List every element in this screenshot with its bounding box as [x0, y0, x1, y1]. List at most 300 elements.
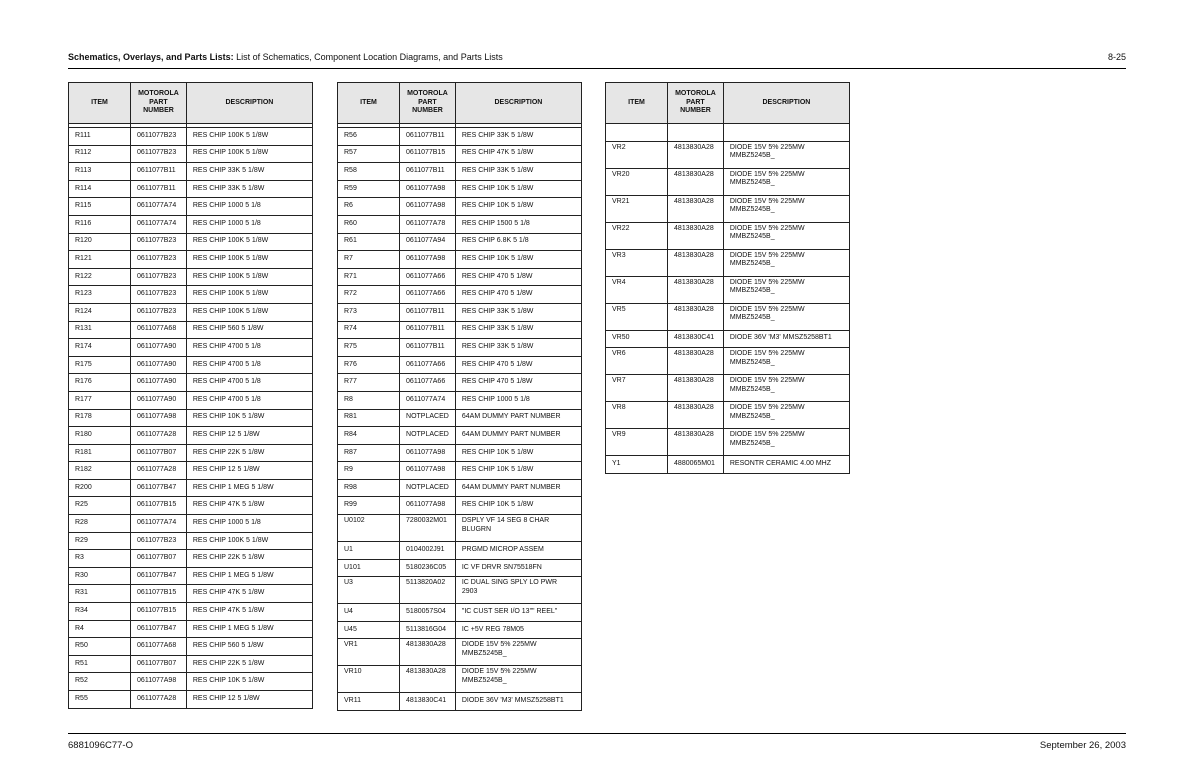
item-cell: R73: [338, 303, 400, 321]
description-line: IC +5V REG 78M05: [461, 625, 524, 633]
table-row: [338, 427, 582, 445]
description-line: DIODE 15V 5% 225MW: [729, 143, 805, 151]
part-number-cell: 0611077B23: [131, 233, 187, 251]
item-cell: R76: [338, 356, 400, 374]
part-number-cell: 0611077B11: [400, 339, 456, 357]
description-line: RES CHIP 22K 5 1/8W: [192, 448, 265, 456]
description-cell: [455, 374, 581, 392]
item-cell: R77: [338, 374, 400, 392]
description-cell: [186, 638, 312, 656]
description-cell: [455, 251, 581, 269]
description-cell: [186, 303, 312, 321]
table-row: [338, 374, 582, 392]
description-cell: [455, 559, 581, 577]
description-line: RES CHIP 4700 5 1/8: [192, 378, 261, 386]
header-part-line: NUMBER: [412, 107, 443, 115]
part-number-cell: 0611077B23: [131, 268, 187, 286]
item-cell: U4: [338, 604, 400, 622]
table-row: [69, 128, 313, 146]
item-cell: R182: [69, 462, 131, 480]
table-header-row: [69, 83, 313, 124]
page-header: [68, 51, 1126, 67]
description-line: DIODE 15V 5% 225MW: [729, 431, 805, 439]
part-number-cell: 0611077B23: [131, 303, 187, 321]
table-row: [69, 462, 313, 480]
part-number-cell: 0611077B47: [131, 567, 187, 585]
part-number-cell: 0611077B11: [131, 163, 187, 181]
item-cell: VR11: [338, 693, 400, 711]
part-number-cell: 0611077B15: [131, 497, 187, 515]
table-row: [69, 180, 313, 198]
description-line-2: MMBZ5245B_: [729, 358, 775, 366]
table-row: [338, 479, 582, 497]
item-cell: R180: [69, 427, 131, 445]
table-row: [338, 515, 582, 542]
item-cell: VR20: [606, 168, 668, 195]
item-cell: R174: [69, 339, 131, 357]
header-part-line: MOTOROLA: [675, 89, 716, 97]
table-row: [69, 603, 313, 621]
description-cell: [186, 339, 312, 357]
item-cell: R121: [69, 251, 131, 269]
part-number-cell: 4813830C41: [400, 693, 456, 711]
part-number-cell: 4813830C41: [668, 330, 724, 348]
part-number-cell: 4813830A28: [668, 168, 724, 195]
description-line: RES CHIP 33K 5 1/8W: [192, 167, 265, 175]
item-cell: R59: [338, 180, 400, 198]
part-number-cell: 0611077A28: [131, 691, 187, 709]
table-row: [338, 391, 582, 409]
description-line: RES CHIP 12 5 1/8W: [192, 430, 260, 438]
description-cell: [455, 577, 581, 604]
description-line: RES CHIP 4700 5 1/8: [192, 360, 261, 368]
item-cell: R123: [69, 286, 131, 304]
item-cell: R29: [69, 532, 131, 550]
description-line: RES CHIP 560 5 1/8W: [192, 325, 264, 333]
item-cell: R52: [69, 673, 131, 691]
table-row: [338, 621, 582, 639]
item-cell: U3: [338, 577, 400, 604]
table-row: [338, 559, 582, 577]
item-cell: VR21: [606, 195, 668, 222]
table-row: [338, 128, 582, 146]
description-cell: [186, 515, 312, 533]
item-cell: R84: [338, 427, 400, 445]
part-number-cell: 0611077A90: [131, 391, 187, 409]
description-cell: [186, 268, 312, 286]
part-number-cell: 4880065M01: [668, 456, 724, 474]
description-line-2: MMBZ5245B_: [729, 385, 775, 393]
description-cell: [723, 303, 849, 330]
item-cell: R25: [69, 497, 131, 515]
table-row: [69, 515, 313, 533]
description-line: IC DUAL SING SPLY LO PWR: [461, 579, 558, 587]
description-line: RES CHIP 1 MEG 5 1/8W: [192, 624, 274, 632]
gap-cell: [606, 124, 668, 142]
description-cell: [723, 276, 849, 303]
description-cell: [455, 444, 581, 462]
part-number-cell: 0611077A78: [400, 215, 456, 233]
description-line: DIODE 15V 5% 225MW: [729, 404, 805, 412]
item-cell: R116: [69, 215, 131, 233]
footer-rule: [68, 733, 1126, 734]
part-number-cell: 0611077A98: [131, 409, 187, 427]
description-cell: [186, 550, 312, 568]
description-cell: [723, 141, 849, 168]
part-number-cell: 4813830A28: [668, 222, 724, 249]
description-line-2: MMBZ5245B_: [729, 152, 775, 160]
description-cell: [186, 532, 312, 550]
description-cell: [186, 251, 312, 269]
description-cell: [455, 303, 581, 321]
part-number-cell: 0611077A90: [131, 339, 187, 357]
description-line: DIODE 15V 5% 225MW: [729, 197, 805, 205]
description-line: RES CHIP 10K 5 1/8W: [461, 466, 534, 474]
part-number-cell: 4813830A28: [668, 348, 724, 375]
table-row: [338, 163, 582, 181]
part-number-cell: 0611077A98: [400, 444, 456, 462]
header-part-line: PART: [686, 98, 705, 106]
table-row: [606, 429, 850, 456]
table-row: [338, 198, 582, 216]
description-line-2: 2903: [461, 588, 478, 596]
part-number-cell: 0611077B15: [400, 145, 456, 163]
table-row: [69, 585, 313, 603]
description-cell: [186, 321, 312, 339]
item-cell: R7: [338, 251, 400, 269]
description-line: 64AM DUMMY PART NUMBER: [461, 483, 561, 491]
description-cell: [186, 198, 312, 216]
description-cell: [723, 195, 849, 222]
table-row: [338, 321, 582, 339]
description-line-2: MMBZ5245B_: [729, 314, 775, 322]
item-cell: R9: [338, 462, 400, 480]
item-cell: VR5: [606, 303, 668, 330]
description-cell: [455, 356, 581, 374]
description-cell: [455, 215, 581, 233]
table-row: [69, 444, 313, 462]
description-cell: [455, 321, 581, 339]
description-line: RES CHIP 470 5 1/8W: [461, 272, 533, 280]
part-number-cell: 0611077B11: [400, 303, 456, 321]
item-cell: R71: [338, 268, 400, 286]
table-row: [338, 233, 582, 251]
part-number-cell: 0611077A74: [131, 198, 187, 216]
description-line: DIODE 15V 5% 225MW: [729, 377, 805, 385]
description-cell: [186, 180, 312, 198]
description-cell: [186, 163, 312, 181]
description-cell: [455, 666, 581, 693]
part-number-cell: 0611077B15: [131, 603, 187, 621]
table-row: [338, 145, 582, 163]
item-cell: VR6: [606, 348, 668, 375]
description-cell: [723, 429, 849, 456]
description-cell: [186, 479, 312, 497]
description-line: RES CHIP 33K 5 1/8W: [461, 325, 534, 333]
description-line: RES CHIP 12 5 1/8W: [192, 466, 260, 474]
part-number-cell: 4813830A28: [668, 249, 724, 276]
item-cell: R30: [69, 567, 131, 585]
part-number-cell: 0611077B23: [131, 286, 187, 304]
description-cell: [723, 168, 849, 195]
part-number-cell: 0611077A66: [400, 268, 456, 286]
description-cell: [455, 180, 581, 198]
part-number-cell: 0611077B11: [400, 163, 456, 181]
part-number-cell: 0611077B11: [131, 180, 187, 198]
table-row: [606, 168, 850, 195]
description-cell: [186, 215, 312, 233]
part-number-cell: 0611077B15: [131, 585, 187, 603]
description-line: RES CHIP 10K 5 1/8W: [192, 413, 265, 421]
description-line: DIODE 15V 5% 225MW: [461, 668, 537, 676]
description-line: RES CHIP 1 MEG 5 1/8W: [192, 571, 274, 579]
table-row: [606, 141, 850, 168]
description-line: DIODE 15V 5% 225MW: [729, 251, 805, 259]
table-row: [338, 577, 582, 604]
description-line: RES CHIP 470 5 1/8W: [461, 360, 533, 368]
item-cell: VR2: [606, 141, 668, 168]
description-cell: [455, 542, 581, 560]
item-cell: R61: [338, 233, 400, 251]
item-cell: R177: [69, 391, 131, 409]
table-row: [338, 215, 582, 233]
gap-cell: [723, 124, 849, 142]
table-row: [69, 673, 313, 691]
item-cell: U0102: [338, 515, 400, 542]
item-cell: Y1: [606, 456, 668, 474]
header-part-number: [668, 83, 724, 124]
description-line: RES CHIP 560 5 1/8W: [192, 642, 264, 650]
part-number-cell: 4813830A28: [668, 429, 724, 456]
description-cell: [186, 655, 312, 673]
description-line-2: BLUGRN: [461, 525, 492, 533]
item-cell: R58: [338, 163, 400, 181]
item-cell: R60: [338, 215, 400, 233]
description-line: RES CHIP 4700 5 1/8: [192, 395, 261, 403]
part-number-cell: 5180236C05: [400, 559, 456, 577]
description-line: RES CHIP 47K 5 1/8W: [192, 606, 265, 614]
part-number-cell: 4813830A28: [668, 276, 724, 303]
item-cell: VR10: [338, 666, 400, 693]
table-header-row: [338, 83, 582, 124]
header-part-line: PART: [418, 98, 437, 106]
description-line: DIODE 15V 5% 225MW: [729, 350, 805, 358]
part-number-cell: 0611077A98: [400, 462, 456, 480]
description-cell: [455, 497, 581, 515]
description-line: RESONTR CERAMIC 4.00 MHZ: [729, 460, 831, 468]
description-line: 64AM DUMMY PART NUMBER: [461, 430, 561, 438]
table-row: [69, 339, 313, 357]
part-number-cell: 0611077B23: [131, 251, 187, 269]
description-cell: [723, 375, 849, 402]
description-cell: [186, 585, 312, 603]
item-cell: R51: [69, 655, 131, 673]
description-line: RES CHIP 470 5 1/8W: [461, 378, 533, 386]
table-row: [338, 604, 582, 622]
item-cell: VR50: [606, 330, 668, 348]
description-line: RES CHIP 6.8K 5 1/8: [461, 237, 529, 245]
description-cell: [455, 462, 581, 480]
doc-number: 6881096C77-O: [68, 740, 133, 751]
description-cell: [455, 604, 581, 622]
header-part-number: [400, 83, 456, 124]
item-cell: R181: [69, 444, 131, 462]
description-line: DIODE 15V 5% 225MW: [729, 170, 805, 178]
item-cell: R4: [69, 620, 131, 638]
description-cell: [186, 691, 312, 709]
table-row: [69, 233, 313, 251]
item-cell: VR9: [606, 429, 668, 456]
item-cell: VR8: [606, 402, 668, 429]
part-number-cell: 0611077A74: [131, 215, 187, 233]
description-line: RES CHIP 33K 5 1/8W: [461, 131, 534, 139]
description-line-2: MMBZ5245B_: [729, 260, 775, 268]
part-number-cell: 0611077A74: [400, 391, 456, 409]
description-cell: [455, 621, 581, 639]
description-line: RES CHIP 100K 5 1/8W: [192, 131, 269, 139]
item-cell: R75: [338, 339, 400, 357]
table-row: [338, 497, 582, 515]
table-row: [69, 655, 313, 673]
description-line: RES CHIP 1500 5 1/8: [461, 219, 530, 227]
part-number-cell: 0611077A66: [400, 286, 456, 304]
table-row: [338, 251, 582, 269]
item-cell: R178: [69, 409, 131, 427]
description-cell: [186, 462, 312, 480]
description-line: RES CHIP 22K 5 1/8W: [192, 554, 265, 562]
description-line: RES CHIP 10K 5 1/8W: [192, 677, 265, 685]
item-cell: R124: [69, 303, 131, 321]
table-row: [338, 462, 582, 480]
description-line: RES CHIP 10K 5 1/8W: [461, 448, 534, 456]
parts-table-2: [337, 82, 582, 711]
item-cell: VR3: [606, 249, 668, 276]
description-cell: [455, 409, 581, 427]
part-number-cell: 0611077A94: [400, 233, 456, 251]
item-cell: R111: [69, 128, 131, 146]
item-cell: R112: [69, 145, 131, 163]
table-row: [69, 198, 313, 216]
item-cell: VR1: [338, 639, 400, 666]
description-cell: [455, 515, 581, 542]
description-cell: [186, 603, 312, 621]
item-cell: VR22: [606, 222, 668, 249]
description-cell: [455, 391, 581, 409]
item-cell: R99: [338, 497, 400, 515]
item-cell: R175: [69, 356, 131, 374]
part-number-cell: 0611077A68: [131, 638, 187, 656]
table-row: [606, 456, 850, 474]
table-row: [338, 409, 582, 427]
part-number-cell: 4813830A28: [668, 195, 724, 222]
description-line: RES CHIP 100K 5 1/8W: [192, 536, 269, 544]
description-line: RES CHIP 4700 5 1/8: [192, 343, 261, 351]
table-row: [69, 409, 313, 427]
description-line-2: MMBZ5245B_: [729, 412, 775, 420]
header-item: ITEM: [338, 83, 400, 124]
description-cell: [455, 639, 581, 666]
description-line: RES CHIP 100K 5 1/8W: [192, 237, 269, 245]
description-cell: [186, 444, 312, 462]
table-row: [69, 479, 313, 497]
part-number-cell: 4813830A28: [400, 666, 456, 693]
table-row: [338, 339, 582, 357]
page-number: 8-25: [1107, 52, 1126, 62]
description-line: DIODE 15V 5% 225MW: [729, 278, 805, 286]
part-number-cell: 5180057S04: [400, 604, 456, 622]
description-line: RES CHIP 1000 5 1/8: [192, 202, 261, 210]
table-row: [338, 666, 582, 693]
table-row: [69, 286, 313, 304]
parts-table-3: [605, 82, 850, 474]
header-item: ITEM: [69, 83, 131, 124]
description-cell: [455, 427, 581, 445]
header-gap: [606, 124, 850, 142]
description-line: RES CHIP 10K 5 1/8W: [461, 255, 534, 263]
item-cell: VR4: [606, 276, 668, 303]
description-cell: [186, 497, 312, 515]
part-number-cell: NOTPLACED: [400, 427, 456, 445]
part-number-cell: 0611077B23: [131, 128, 187, 146]
table-row: [606, 330, 850, 348]
description-line: RES CHIP 47K 5 1/8W: [192, 501, 265, 509]
description-cell: [455, 233, 581, 251]
table-row: [69, 620, 313, 638]
table-row: [69, 268, 313, 286]
item-cell: VR7: [606, 375, 668, 402]
page-footer: [68, 740, 1126, 754]
part-number-cell: 4813830A28: [668, 141, 724, 168]
description-cell: [455, 198, 581, 216]
description-line: RES CHIP 100K 5 1/8W: [192, 272, 269, 280]
table-row: [338, 180, 582, 198]
part-number-cell: 0611077A98: [400, 251, 456, 269]
part-number-cell: 0611077B07: [131, 655, 187, 673]
header-description: DESCRIPTION: [723, 83, 849, 124]
description-cell: [455, 268, 581, 286]
item-cell: R31: [69, 585, 131, 603]
item-cell: R81: [338, 409, 400, 427]
table-row: [338, 303, 582, 321]
part-number-cell: 0611077B07: [131, 444, 187, 462]
description-line: RES CHIP 33K 5 1/8W: [461, 343, 534, 351]
item-cell: R113: [69, 163, 131, 181]
header-rule: [68, 68, 1126, 69]
description-cell: [455, 163, 581, 181]
description-line: DIODE 36V 'M3' MMSZ5258BT1: [461, 697, 564, 705]
description-line: RES CHIP 1000 5 1/8: [192, 518, 261, 526]
item-cell: R56: [338, 128, 400, 146]
description-line: RES CHIP 22K 5 1/8W: [192, 659, 265, 667]
description-line: RES CHIP 1000 5 1/8: [192, 219, 261, 227]
item-cell: R87: [338, 444, 400, 462]
table-row: [338, 693, 582, 711]
table-row: [69, 145, 313, 163]
item-cell: R176: [69, 374, 131, 392]
part-number-cell: 0611077A66: [400, 374, 456, 392]
part-number-cell: 0611077B11: [400, 321, 456, 339]
table-row: [69, 427, 313, 445]
item-cell: R131: [69, 321, 131, 339]
description-cell: [186, 620, 312, 638]
table-row: [606, 348, 850, 375]
part-number-cell: 7280032M01: [400, 515, 456, 542]
description-line: DIODE 36V 'M3' MMSZ5258BT1: [729, 334, 832, 342]
table-row: [69, 391, 313, 409]
part-number-cell: 0611077A68: [131, 321, 187, 339]
item-cell: U1: [338, 542, 400, 560]
item-cell: R28: [69, 515, 131, 533]
